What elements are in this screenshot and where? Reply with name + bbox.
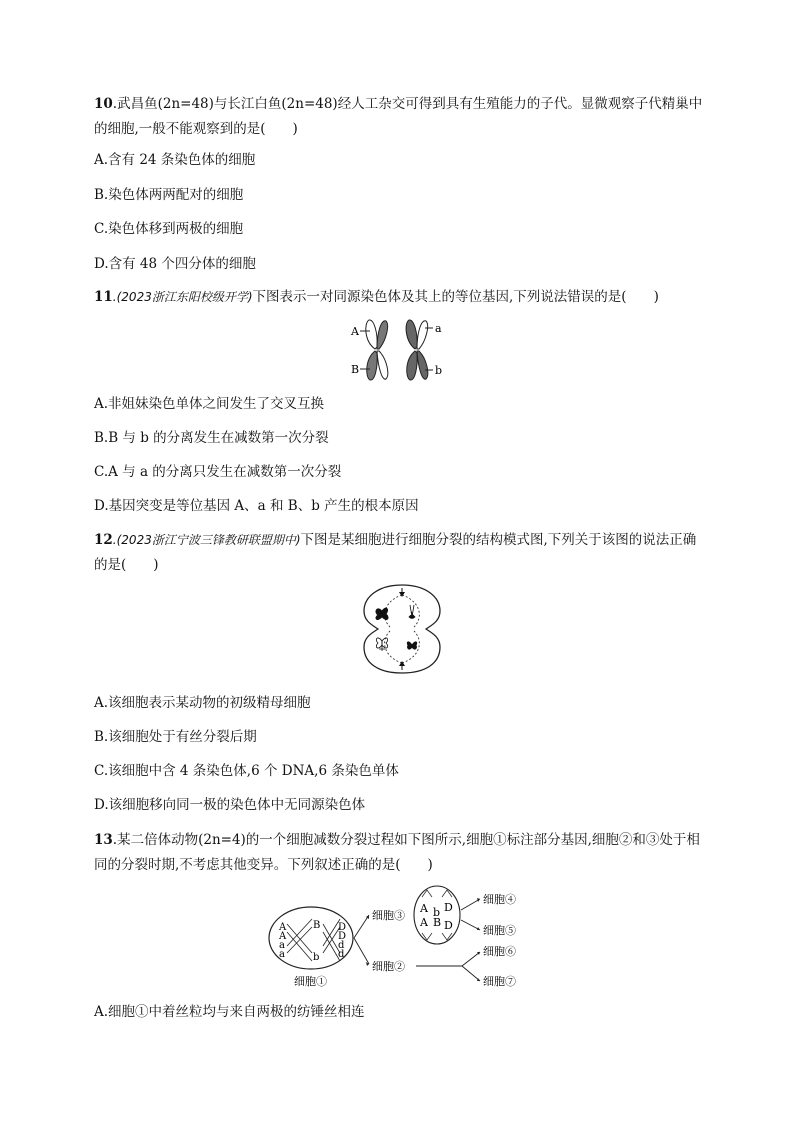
question-source: .(2023浙江东阳校级开学) — [112, 290, 253, 304]
centrosome-top — [399, 588, 405, 597]
cell-5-label: 细胞⑤ — [483, 924, 516, 937]
chromosomes-lower-right — [407, 642, 417, 649]
q10-option-a[interactable]: A.含有 24 条染色体的细胞 — [94, 152, 256, 168]
homologous-chromosomes-figure — [348, 317, 448, 383]
gene-label-a: a — [435, 322, 442, 335]
chromosome-left — [366, 320, 388, 380]
gene-label-A: A — [351, 325, 359, 338]
question-source: .(2023浙江宁波三锋教研联盟期中) — [112, 533, 301, 547]
cell-3-label: 细胞③ — [372, 909, 405, 922]
c3-gene: D — [444, 919, 453, 932]
question-text: .某二倍体动物(2n=4)的一个细胞减数分裂过程如下图所示,细胞①标注部分基因,细胞②和③处于相同的分裂时期,不考虑其他变异。下列叙述正确的是( ) — [94, 832, 700, 873]
chromosome-right — [406, 320, 428, 380]
c3-gene: A — [420, 902, 428, 915]
c1-gene: A — [279, 922, 287, 933]
c1-gene: d — [338, 940, 345, 951]
cell-6-label: 细胞⑥ — [483, 945, 516, 958]
c1-gene: A — [279, 931, 287, 942]
q10-option-c[interactable]: C.染色体移到两极的细胞 — [94, 221, 244, 237]
q11-option-d[interactable]: D.基因突变是等位基因 A、a 和 B、b 产生的根本原因 — [94, 498, 419, 514]
c3-gene: B — [433, 916, 442, 929]
c1-gene: D — [338, 922, 347, 933]
c3-gene: A — [420, 916, 428, 929]
c1-gene: B — [313, 920, 321, 931]
meiosis-process-figure — [266, 882, 536, 992]
question-text: 下图是某细胞进行细胞分裂的结构模式图,下列关于该图的说法正确的是( ) — [94, 532, 697, 573]
question-13-stem — [94, 828, 704, 878]
c1-gene: D — [338, 931, 347, 942]
cell-membrane — [364, 585, 440, 673]
question-12-stem — [94, 528, 704, 578]
q12-option-b[interactable]: B.该细胞处于有丝分裂后期 — [94, 729, 257, 745]
question-10-stem — [94, 92, 704, 142]
question-text: .武昌鱼(2n=48)与长江白鱼(2n=48)经人工杂交可得到具有生殖能力的子代。显微观察子代精巢中的细胞,一般不能观察到的是( ) — [94, 96, 703, 137]
dividing-cell-figure — [356, 583, 448, 675]
question-11-stem — [94, 285, 704, 310]
c3-gene: D — [444, 901, 453, 914]
q13-option-a[interactable]: A.细胞①中着丝粒均与来自两极的纺锤丝相连 — [94, 1004, 365, 1020]
question-text: 下图表示一对同源染色体及其上的等位基因,下列说法错误的是( ) — [252, 289, 659, 305]
cell-1-label: 细胞① — [294, 975, 327, 988]
cell-7-label: 细胞⑦ — [483, 975, 516, 988]
q12-option-d[interactable]: D.该细胞移向同一极的染色体中无同源染色体 — [94, 797, 366, 813]
cell-2-label: 细胞② — [372, 960, 405, 973]
centrosome-bottom — [399, 661, 405, 670]
gene-label-b: b — [435, 364, 443, 377]
gene-label-B: B — [351, 363, 360, 376]
c1-gene: a — [279, 949, 285, 960]
q12-option-c[interactable]: C.该细胞中含 4 条染色体,6 个 DNA,6 条染色单体 — [94, 763, 399, 779]
q12-option-a[interactable]: A.该细胞表示某动物的初级精母细胞 — [94, 695, 311, 711]
question-number: 11 — [94, 289, 113, 305]
q10-option-b[interactable]: B.染色体两两配对的细胞 — [94, 187, 244, 203]
c1-gene: a — [279, 940, 285, 951]
q10-option-d[interactable]: D.含有 48 个四分体的细胞 — [94, 256, 256, 272]
question-number: 13 — [94, 832, 113, 848]
chromosomes-upper-left — [376, 608, 388, 620]
question-number: 12 — [94, 532, 113, 548]
q11-option-b[interactable]: B.B 与 b 的分离发生在减数第一次分裂 — [94, 430, 329, 446]
c1-gene: d — [338, 949, 345, 960]
c3-gene: b — [433, 906, 441, 919]
c1-gene: b — [313, 952, 320, 963]
q11-option-c[interactable]: C.A 与 a 的分离只发生在减数第一次分裂 — [94, 464, 342, 480]
chromosomes-lower-left — [376, 638, 387, 651]
cell-4-label: 细胞④ — [483, 893, 516, 906]
chromosomes-upper-right — [409, 605, 415, 619]
question-number: 10 — [94, 96, 113, 112]
q11-option-a[interactable]: A.非姐妹染色单体之间发生了交叉互换 — [94, 396, 325, 412]
